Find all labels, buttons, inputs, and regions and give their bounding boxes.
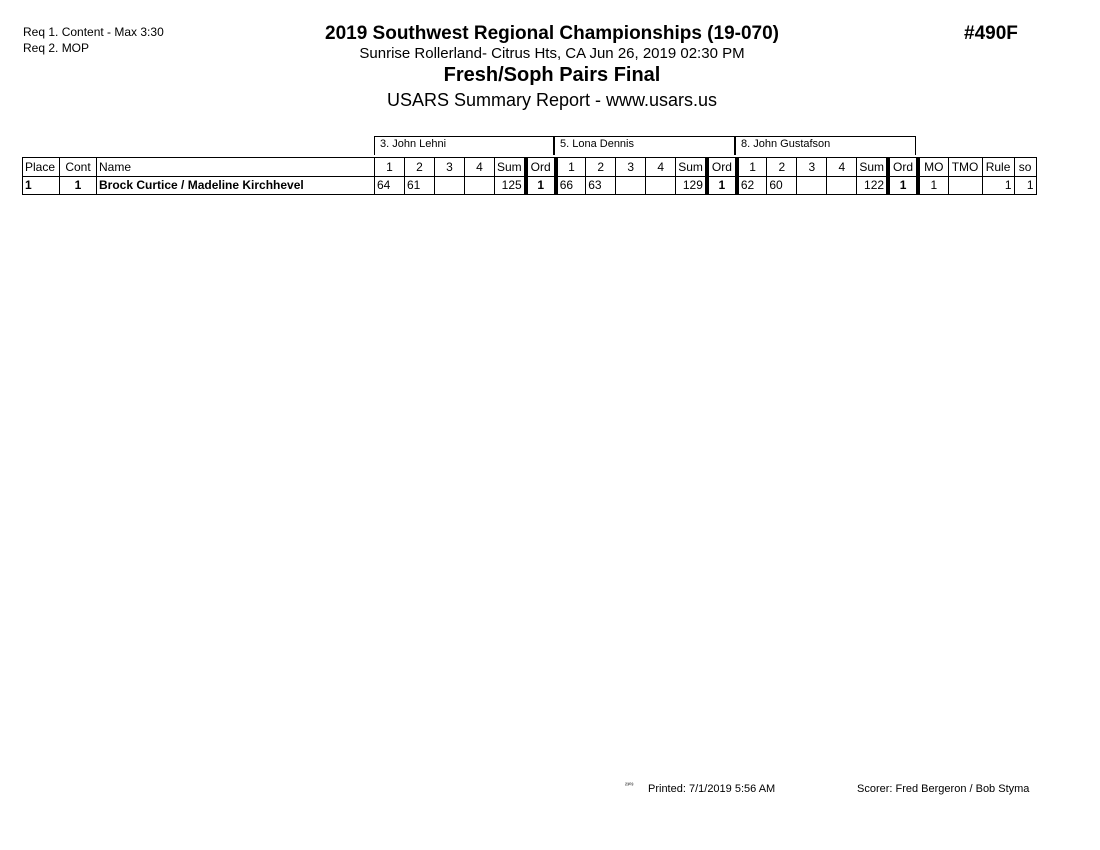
col-cont: Cont — [60, 158, 97, 177]
requirement-1: Req 1. Content - Max 3:30 — [23, 25, 164, 39]
results-table — [22, 157, 1037, 195]
col-rule: Rule — [982, 158, 1014, 177]
result-j1-s1: 64 — [375, 177, 405, 195]
result-j1-sum: 125 — [495, 177, 526, 195]
table-row — [23, 177, 1037, 195]
result-j2-s3 — [616, 177, 646, 195]
result-j3-s2: 60 — [767, 177, 797, 195]
column-header-row — [23, 158, 1037, 177]
col-j3-ord: Ord — [888, 158, 918, 177]
result-j1-s3 — [435, 177, 465, 195]
col-place: Place — [23, 158, 60, 177]
result-j1-ord: 1 — [526, 177, 556, 195]
col-j3-s2: 2 — [767, 158, 797, 177]
result-tmo — [948, 177, 982, 195]
result-j2-s2: 63 — [586, 177, 616, 195]
footer-mark: ²³⁰³ — [625, 783, 634, 789]
col-tmo: TMO — [948, 158, 982, 177]
col-j2-sum: Sum — [676, 158, 707, 177]
judge-2-header: 5. Lona Dennis — [554, 136, 735, 155]
competition-title: 2019 Southwest Regional Championships (19-070) — [325, 23, 779, 44]
report-title: USARS Summary Report - www.usars.us — [386, 90, 718, 110]
location-date: Sunrise Rollerland- Citrus Hts, CA Jun 26, 2019 02:30 PM — [359, 45, 745, 62]
col-j2-s2: 2 — [586, 158, 616, 177]
col-j2-s1: 1 — [556, 158, 586, 177]
scorer-names: Scorer: Fred Bergeron / Bob Styma — [857, 783, 1030, 795]
result-j3-ord: 1 — [888, 177, 918, 195]
col-j3-s3: 3 — [797, 158, 827, 177]
result-j1-s2: 61 — [405, 177, 435, 195]
judge-1-header: 3. John Lehni — [374, 136, 554, 155]
result-j2-ord: 1 — [707, 177, 737, 195]
col-name: Name — [97, 158, 375, 177]
col-j1-sum: Sum — [495, 158, 526, 177]
requirement-2: Req 2. MOP — [23, 41, 90, 55]
result-j3-s1: 62 — [737, 177, 767, 195]
result-name: Brock Curtice / Madeline Kirchhevel — [97, 177, 375, 195]
col-j1-s4: 4 — [465, 158, 495, 177]
col-so: so — [1014, 158, 1036, 177]
col-j3-sum: Sum — [857, 158, 888, 177]
result-cont: 1 — [60, 177, 97, 195]
result-j2-sum: 129 — [676, 177, 707, 195]
col-j1-s2: 2 — [405, 158, 435, 177]
result-so: 1 — [1014, 177, 1036, 195]
result-rule: 1 — [982, 177, 1014, 195]
event-title: Fresh/Soph Pairs Final — [443, 64, 661, 86]
result-j3-sum: 122 — [857, 177, 888, 195]
judge-3-header: 8. John Gustafson — [735, 136, 916, 155]
col-j3-s1: 1 — [737, 158, 767, 177]
col-j3-s4: 4 — [827, 158, 857, 177]
printed-timestamp: Printed: 7/1/2019 5:56 AM — [648, 783, 776, 795]
col-mo: MO — [918, 158, 948, 177]
col-j2-s4: 4 — [646, 158, 676, 177]
result-j2-s1: 66 — [556, 177, 586, 195]
col-j1-ord: Ord — [526, 158, 556, 177]
col-j1-s3: 3 — [435, 158, 465, 177]
result-j1-s4 — [465, 177, 495, 195]
event-number: #490F — [964, 23, 1018, 44]
col-j2-ord: Ord — [707, 158, 737, 177]
result-mo: 1 — [918, 177, 948, 195]
col-j1-s1: 1 — [375, 158, 405, 177]
result-j2-s4 — [646, 177, 676, 195]
result-j3-s3 — [797, 177, 827, 195]
result-j3-s4 — [827, 177, 857, 195]
result-place: 1 — [23, 177, 60, 195]
col-j2-s3: 3 — [616, 158, 646, 177]
